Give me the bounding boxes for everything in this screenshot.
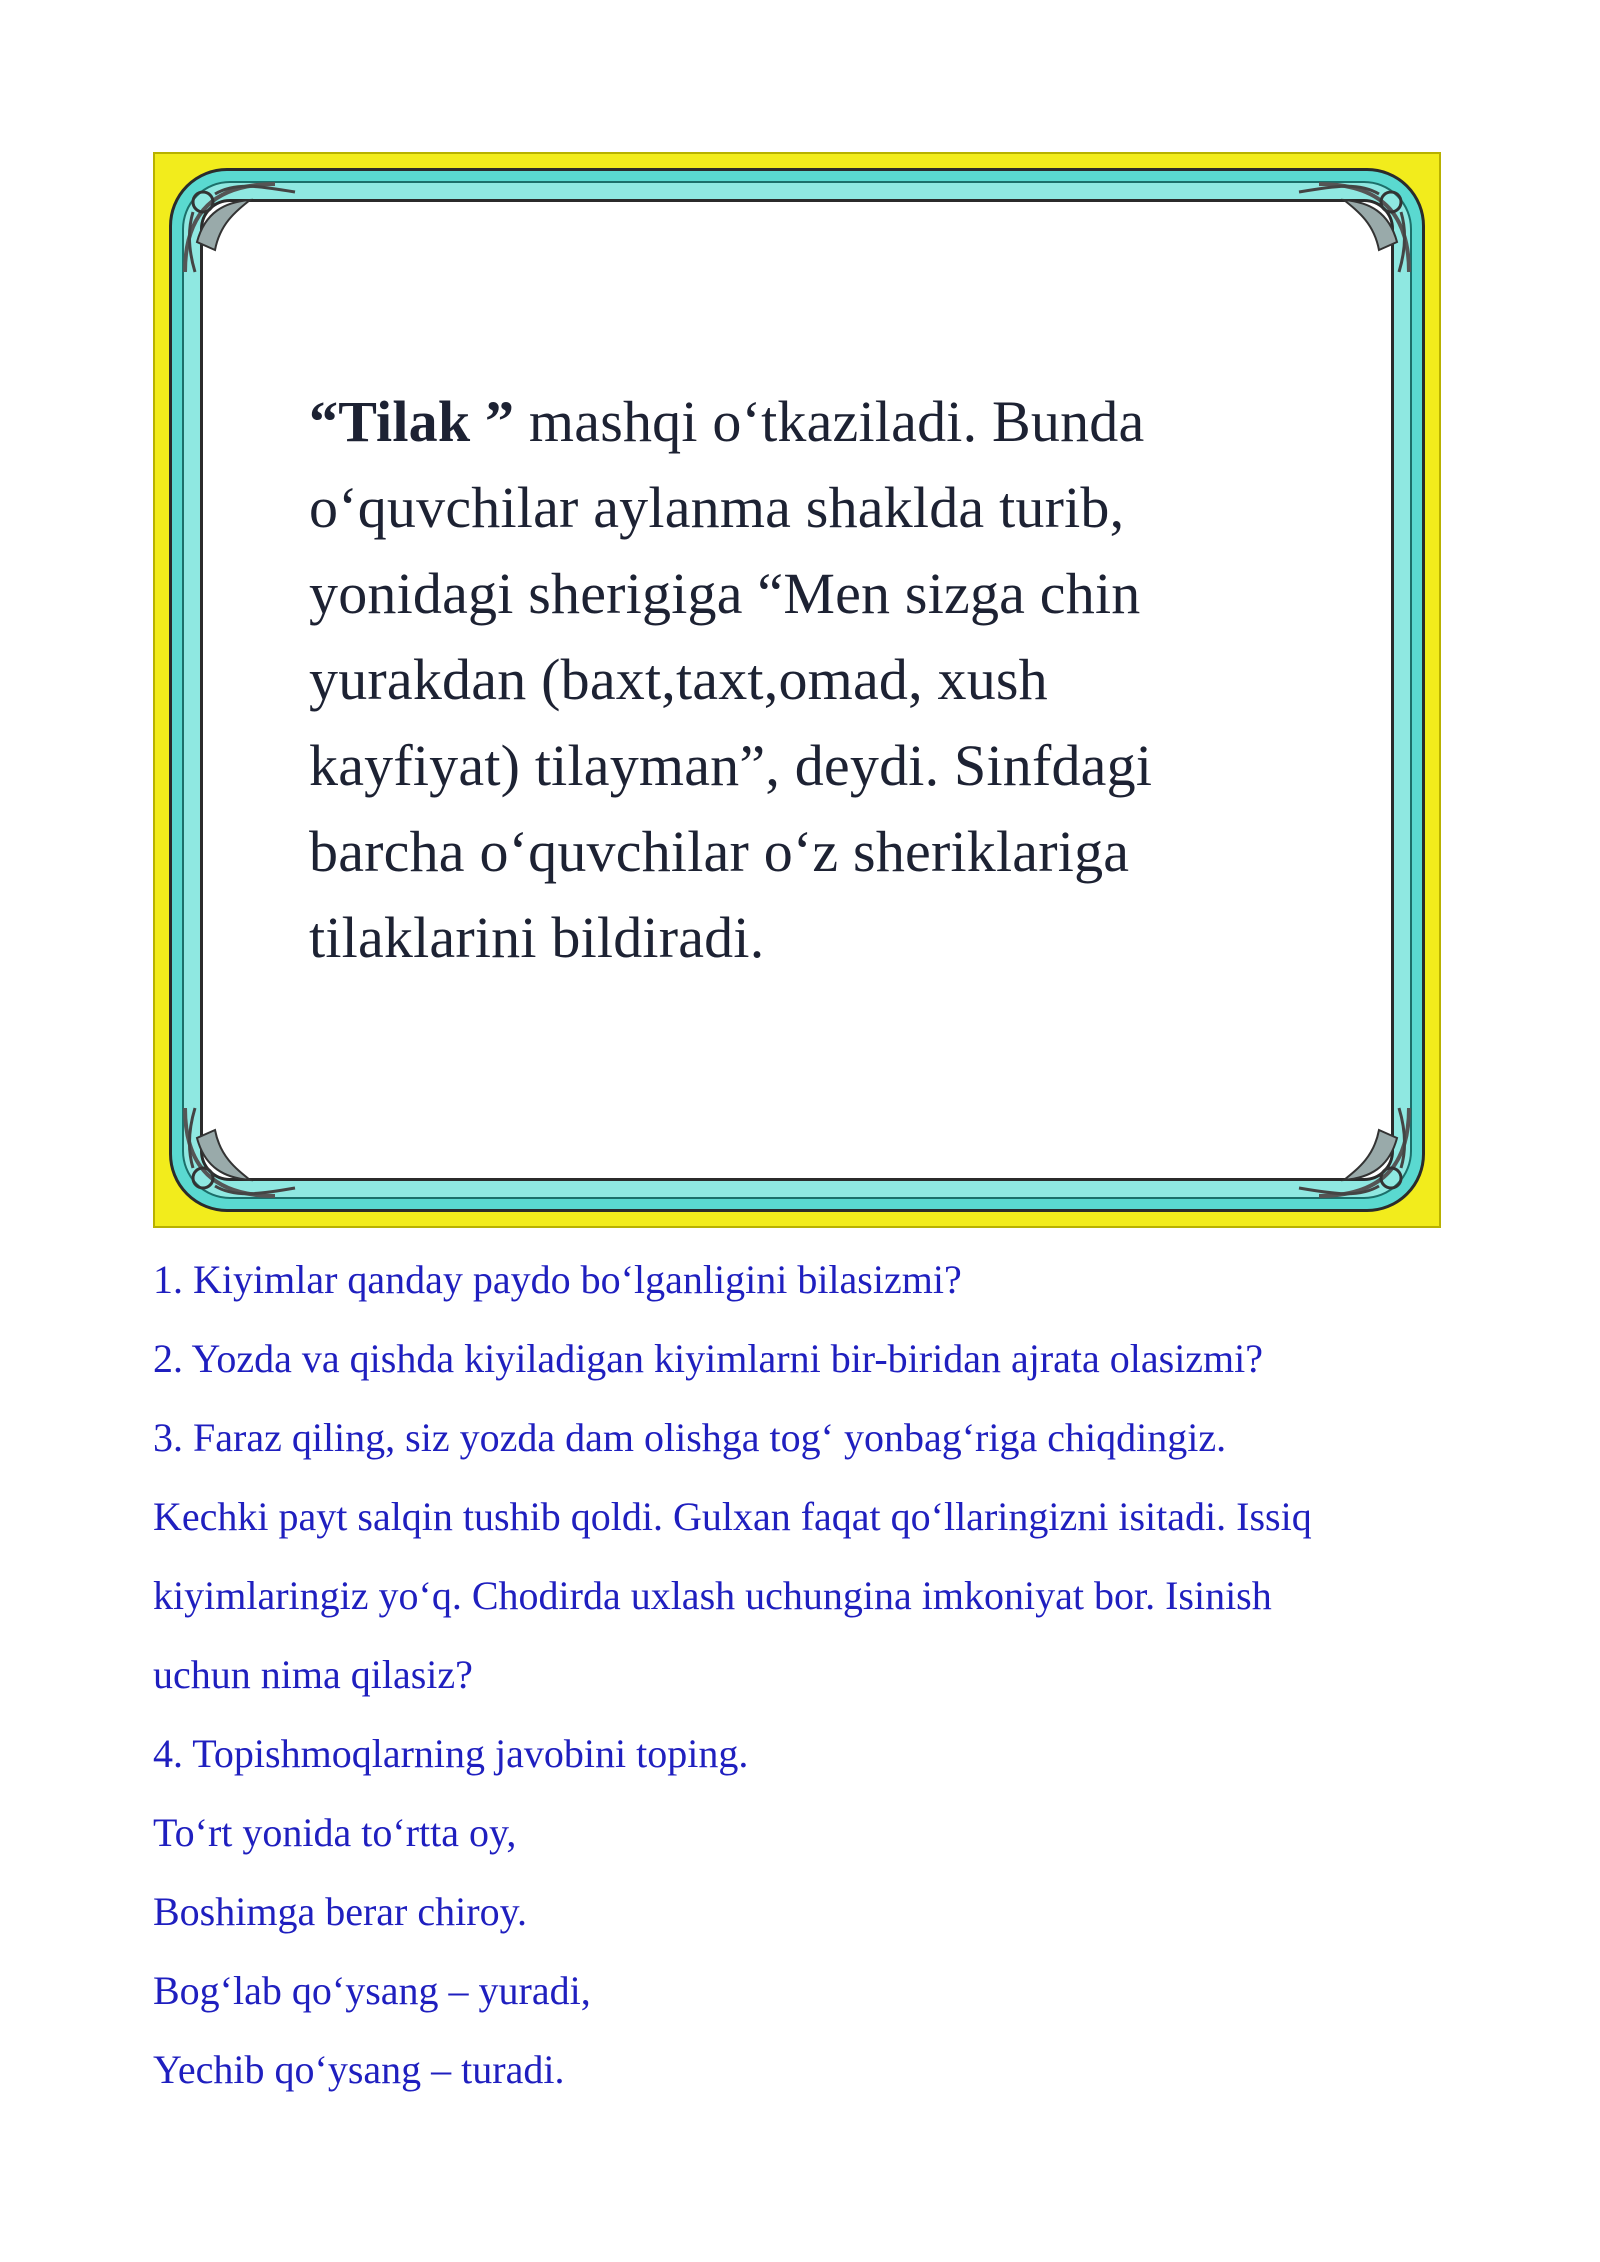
riddle-line: To‘rt yonida to‘rtta oy,: [153, 1810, 517, 1855]
exercise-title: “Tilak ”: [309, 389, 515, 454]
riddle-line: Boshimga berar chiroy.: [153, 1889, 527, 1934]
question-4: 4. Topishmoqlarning javobini toping.: [153, 1731, 749, 1776]
exercise-line: yonidagi sherigiga “Men sizga chin: [309, 561, 1141, 626]
exercise-line: o‘quvchilar aylanma shaklda turib,: [309, 475, 1125, 540]
riddle-line: Bog‘lab qo‘ysang – yuradi,: [153, 1968, 591, 2013]
riddle-line: Yechib qo‘ysang – turadi.: [153, 2047, 565, 2092]
question-2: 2. Yozda va qishda kiyiladigan kiyimlarni bir-biridan ajrata olasizmi?: [153, 1336, 1264, 1381]
question-3-cont: kiyimlaringiz yo‘q. Chodirda uxlash uchungina imkoniyat bor. Isinish: [153, 1573, 1272, 1618]
question-3-cont: uchun nima qilasiz?: [153, 1652, 473, 1697]
corner-ornament-icon: [1279, 1098, 1419, 1208]
exercise-line: barcha o‘quvchilar o‘z sheriklariga: [309, 819, 1130, 884]
questions-section: [153, 1240, 1553, 2109]
question-1: 1. Kiyimlar qanday paydo bo‘lganligini bilasizmi?: [153, 1257, 962, 1302]
exercise-line: yurakdan (baxt,taxt,omad, xush: [309, 647, 1048, 712]
exercise-line: tilaklarini bildiradi.: [309, 905, 765, 970]
question-3-cont: Kechki payt salqin tushib qoldi. Gulxan faqat qo‘llaringizni isitadi. Issiq: [153, 1494, 1312, 1539]
exercise-description: [309, 379, 1289, 981]
corner-ornament-icon: [175, 1098, 315, 1208]
decorative-frame: [153, 152, 1441, 1228]
exercise-line: “Tilak ” mashqi o‘tkaziladi. Bunda: [309, 389, 1145, 454]
corner-ornament-icon: [175, 172, 315, 282]
exercise-line: kayfiyat) tilayman”, deydi. Sinfdagi: [309, 733, 1153, 798]
corner-ornament-icon: [1279, 172, 1419, 282]
question-3: 3. Faraz qiling, siz yozda dam olishga tog‘ yonbag‘riga chiqdingiz.: [153, 1415, 1227, 1460]
